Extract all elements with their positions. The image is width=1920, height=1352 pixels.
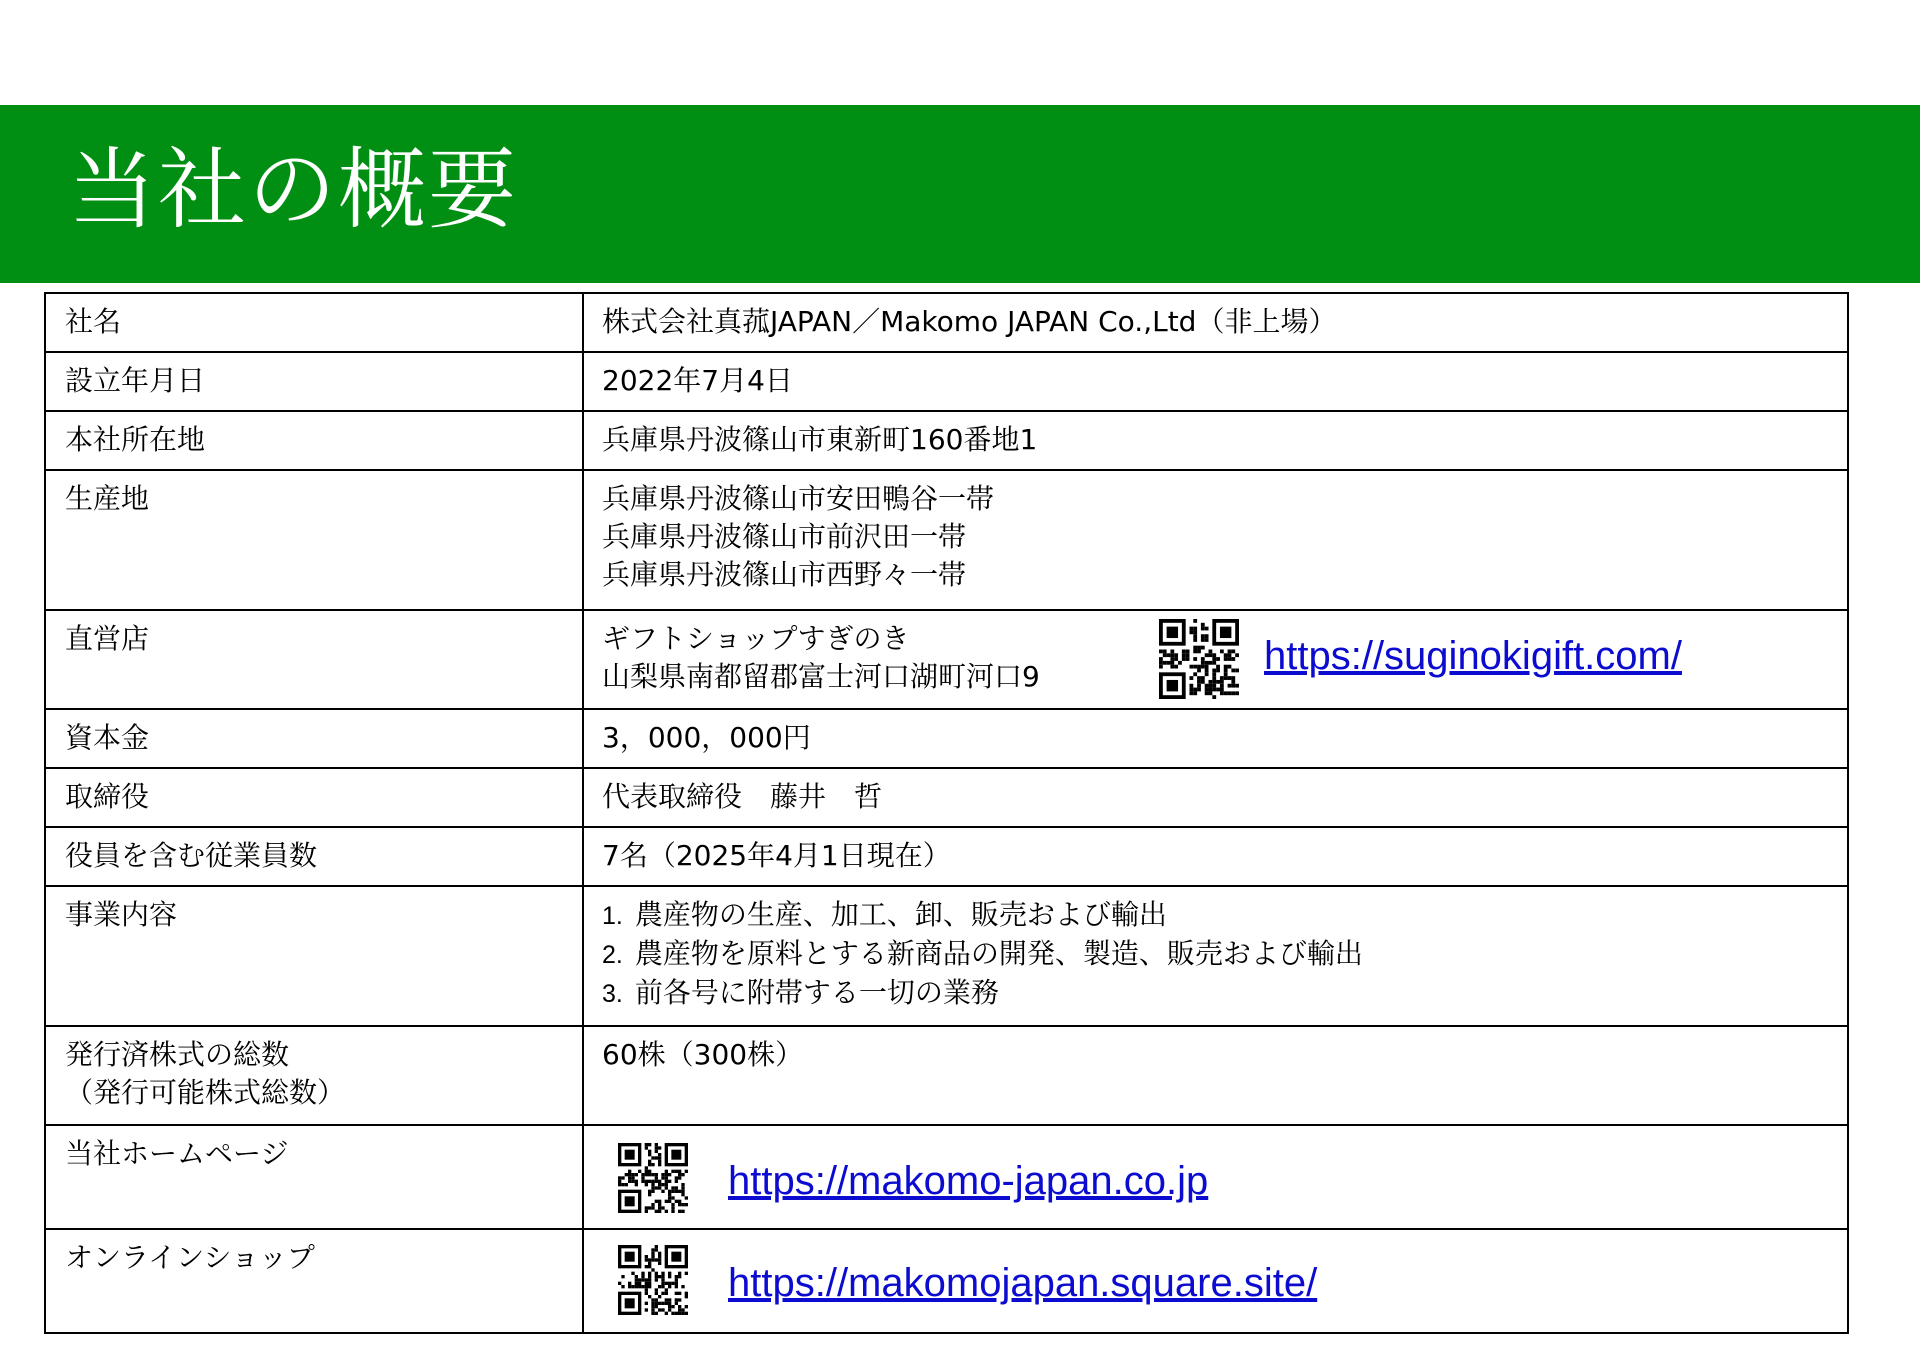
row-label-company-name: 社名 xyxy=(45,293,583,352)
shares-label-line: 発行済株式の総数 xyxy=(65,1038,290,1071)
row-value-director: 代表取締役 藤井 哲 xyxy=(583,768,1848,827)
row-value-homepage xyxy=(583,1125,1848,1229)
row-value-online-shop xyxy=(583,1229,1848,1333)
row-value-established: 2022年7月4日 xyxy=(583,352,1848,411)
table-row xyxy=(45,1125,1848,1229)
row-value-production xyxy=(583,470,1848,610)
company-overview-table xyxy=(44,292,1849,1334)
row-value-employees: 7名（2025年4月1日現在） xyxy=(583,827,1848,886)
production-line: 兵庫県丹波篠山市安田鴨谷一帯 xyxy=(602,482,995,515)
qr-code-icon[interactable] xyxy=(618,1245,688,1315)
table-row xyxy=(45,352,1848,411)
row-value-capital: 3，000，000円 xyxy=(583,709,1848,768)
row-value-direct-store xyxy=(583,610,1848,709)
table-row xyxy=(45,610,1848,709)
list-item xyxy=(602,974,1829,1013)
table-row xyxy=(45,1026,1848,1125)
row-label-homepage: 当社ホームページ xyxy=(45,1125,583,1229)
list-text: 農産物の生産、加工、卸、販売および輸出 xyxy=(634,898,1167,931)
online-shop-link[interactable]: https://makomojapan.square.site/ xyxy=(728,1261,1318,1305)
store-address: 山梨県南都留郡富士河口湖町河口9 xyxy=(602,660,1040,693)
row-label-shares xyxy=(45,1026,583,1125)
row-label-employees: 役員を含む従業員数 xyxy=(45,827,583,886)
row-label-head-office: 本社所在地 xyxy=(45,411,583,470)
row-value-business xyxy=(583,886,1848,1026)
table-row xyxy=(45,293,1848,352)
row-label-direct-store: 直営店 xyxy=(45,610,583,709)
qr-code-icon[interactable] xyxy=(1159,619,1239,699)
row-value-head-office: 兵庫県丹波篠山市東新町160番地1 xyxy=(583,411,1848,470)
production-line: 兵庫県丹波篠山市西野々一帯 xyxy=(602,558,967,591)
list-text: 前各号に附帯する一切の業務 xyxy=(634,976,999,1009)
table-row xyxy=(45,768,1848,827)
business-list xyxy=(602,896,1829,1013)
list-item xyxy=(602,896,1829,935)
table-row xyxy=(45,411,1848,470)
table-row xyxy=(45,709,1848,768)
row-label-director: 取締役 xyxy=(45,768,583,827)
table-row xyxy=(45,1229,1848,1333)
list-number: 3. xyxy=(602,980,623,1008)
row-label-production: 生産地 xyxy=(45,470,583,610)
row-value-company-name: 株式会社真菰JAPAN／Makomo JAPAN Co.,Ltd（非上場） xyxy=(583,293,1848,352)
list-text: 農産物を原料とする新商品の開発、製造、販売および輸出 xyxy=(634,937,1363,970)
row-label-business: 事業内容 xyxy=(45,886,583,1026)
store-name: ギフトショップすぎのき xyxy=(602,622,910,655)
table-row xyxy=(45,470,1848,610)
row-value-shares: 60株（300株） xyxy=(583,1026,1848,1125)
row-label-established: 設立年月日 xyxy=(45,352,583,411)
row-label-online-shop: オンラインショップ xyxy=(45,1229,583,1333)
list-item xyxy=(602,935,1829,974)
page-title: 当社の概要 xyxy=(68,138,519,241)
list-number: 2. xyxy=(602,941,623,969)
shares-label-line: （発行可能株式総数） xyxy=(65,1076,346,1109)
qr-code-icon[interactable] xyxy=(618,1143,688,1213)
homepage-link[interactable]: https://makomo-japan.co.jp xyxy=(728,1159,1209,1203)
row-label-capital: 資本金 xyxy=(45,709,583,768)
list-number: 1. xyxy=(602,902,623,930)
production-line: 兵庫県丹波篠山市前沢田一帯 xyxy=(602,520,967,553)
table-row xyxy=(45,886,1848,1026)
direct-store-link[interactable]: https://suginokigift.com/ xyxy=(1264,634,1682,678)
table-row xyxy=(45,827,1848,886)
